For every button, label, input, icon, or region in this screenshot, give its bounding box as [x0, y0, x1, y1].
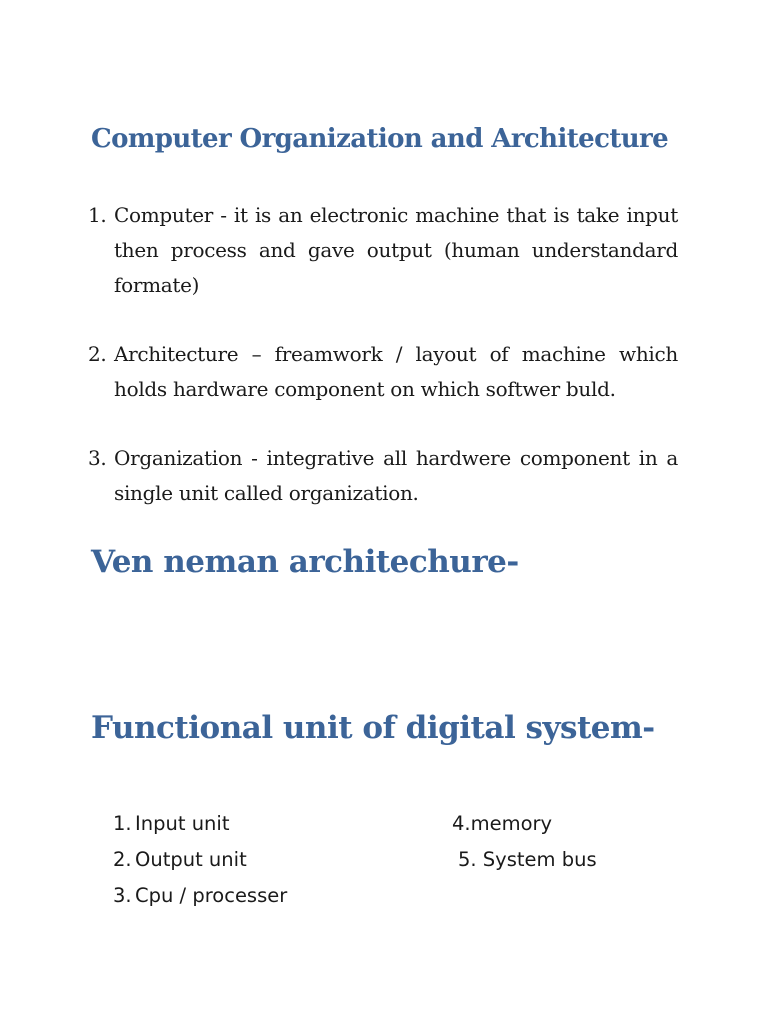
unit-label: 4.memory — [452, 812, 553, 835]
list-number: 3. — [113, 884, 132, 907]
unit-item-memory — [452, 806, 591, 842]
definitions-list — [88, 198, 678, 511]
unit-item-input — [113, 806, 287, 842]
definition-item-architecture — [88, 337, 678, 407]
list-number: 2. — [88, 342, 107, 366]
functional-units-right-list — [452, 806, 597, 878]
unit-label: Input unit — [135, 812, 230, 835]
functional-units-left-list — [113, 806, 287, 914]
document-title: Computer Organization and Architecture — [91, 124, 669, 154]
list-number: 1. — [88, 203, 107, 227]
unit-label: Cpu / processer — [135, 884, 288, 907]
unit-item-system-bus — [458, 842, 597, 878]
von-neumann-heading: Ven neman architechure- — [91, 544, 519, 580]
list-number: 3. — [88, 446, 107, 470]
unit-item-cpu — [113, 878, 287, 914]
list-number: 2. — [113, 848, 132, 871]
definition-text: Architecture – freamwork / layout of machine which holds hardware component on which softwer buld. — [114, 342, 678, 401]
definition-item-organization — [88, 441, 678, 511]
definition-text: Organization - integrative all hardwere component in a single unit called organization. — [114, 446, 678, 505]
definition-item-computer — [88, 198, 678, 303]
unit-item-output — [113, 842, 287, 878]
list-number: 1. — [113, 812, 132, 835]
unit-label: 5. System bus — [458, 848, 597, 871]
definition-text: Computer - it is an electronic machine that is take input then process and gave output (human understandard formate) — [114, 203, 678, 297]
unit-label: Output unit — [135, 848, 247, 871]
functional-units-heading: Functional unit of digital system- — [91, 710, 655, 746]
